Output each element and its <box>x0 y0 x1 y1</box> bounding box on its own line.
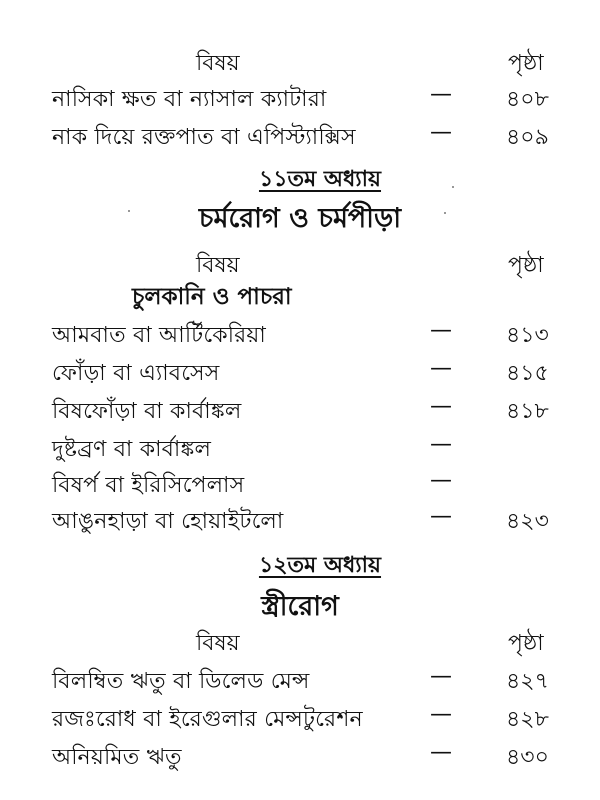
toc-topic: আমবাত বা আর্টিকেরিয়া <box>52 323 266 348</box>
toc-dash: — <box>430 318 452 343</box>
toc-page-number: ৪৩০ <box>506 745 549 770</box>
toc-row <box>0 736 600 772</box>
chapter-12-heading <box>0 548 600 585</box>
toc-page-number: ৪২৩ <box>506 509 549 534</box>
toc-row <box>0 352 600 388</box>
toc-row <box>0 500 600 536</box>
toc-page-number: ৪২৮ <box>506 707 549 732</box>
toc-dash: — <box>430 82 452 107</box>
toc-row <box>0 464 600 500</box>
column-header-subject: বিষয় <box>196 253 240 278</box>
toc-page-number: ৪১৩ <box>506 323 549 348</box>
toc-dash: — <box>430 702 452 727</box>
chapter-11-heading-text: ১১তম অধ্যায় <box>258 167 382 192</box>
toc-topic: দুষ্টব্রণ বা কার্বাঙ্কল <box>52 437 212 462</box>
toc-dash: — <box>430 664 452 689</box>
toc-topic: নাক দিয়ে রক্তপাত বা এপিস্ট্যাক্সিস <box>52 125 356 150</box>
toc-topic: বিষর্প বা ইরিসিপেলাস <box>52 473 245 498</box>
toc-topic: রজঃরোধ বা ইরেগুলার মেন্সটুরেশন <box>52 707 363 732</box>
toc-dash: — <box>430 504 452 529</box>
chapter-12-title: স্ত্রীরোগ <box>261 591 339 622</box>
toc-topic: নাসিকা ক্ষত বা ন্যাসাল ক্যাটারা <box>52 87 327 112</box>
toc-topic: আঙুনহাড়া বা হোয়াইটলো <box>52 509 284 534</box>
toc-topic: বিলম্বিত ঋতু বা ডিলেড মেন্স <box>52 669 310 694</box>
toc-topic: ফোঁড়া বা এ্যাবসেস <box>52 361 220 386</box>
toc-row <box>0 314 600 350</box>
column-header-row <box>0 42 600 78</box>
toc-row <box>0 660 600 696</box>
toc-topic: বিষফোঁড়া বা কার্বাঙ্কল <box>52 399 242 424</box>
chapter-11-subheading: চুলকানি ও পাচরা <box>132 284 292 310</box>
chapter-11-title: চর্মরোগ ও চর্মপীড়া <box>198 203 402 234</box>
column-header-row <box>0 622 600 658</box>
scan-speck <box>128 210 130 212</box>
toc-page-number: ৪১৫ <box>506 361 549 386</box>
toc-page-number: ৪২৭ <box>506 669 549 694</box>
scan-speck <box>444 212 446 214</box>
toc-page-number: ৪০৮ <box>506 87 549 112</box>
toc-row <box>0 78 600 114</box>
toc-dash: — <box>430 432 452 457</box>
column-header-page: পৃষ্ঠা <box>508 253 544 278</box>
column-header-page: পৃষ্ঠা <box>508 51 544 76</box>
chapter-12-heading-text: ১২তম অধ্যায় <box>258 553 382 578</box>
column-header-subject: বিষয় <box>196 51 240 76</box>
scan-speck <box>452 186 454 188</box>
column-header-subject: বিষয় <box>196 631 240 656</box>
toc-topic: অনিয়মিত ঋতু <box>52 745 182 770</box>
toc-dash: — <box>430 356 452 381</box>
column-header-page: পৃষ্ঠা <box>508 631 544 656</box>
column-header-row <box>0 244 600 280</box>
chapter-11-heading <box>0 162 600 199</box>
toc-row <box>0 116 600 152</box>
toc-dash: — <box>430 740 452 765</box>
toc-dash: — <box>430 468 452 493</box>
toc-page-number: ৪০৯ <box>506 125 549 150</box>
toc-row <box>0 390 600 426</box>
toc-row <box>0 698 600 734</box>
toc-dash: — <box>430 394 452 419</box>
toc-page-number: ৪১৮ <box>506 399 549 424</box>
toc-row <box>0 428 600 464</box>
toc-dash: — <box>430 120 452 145</box>
